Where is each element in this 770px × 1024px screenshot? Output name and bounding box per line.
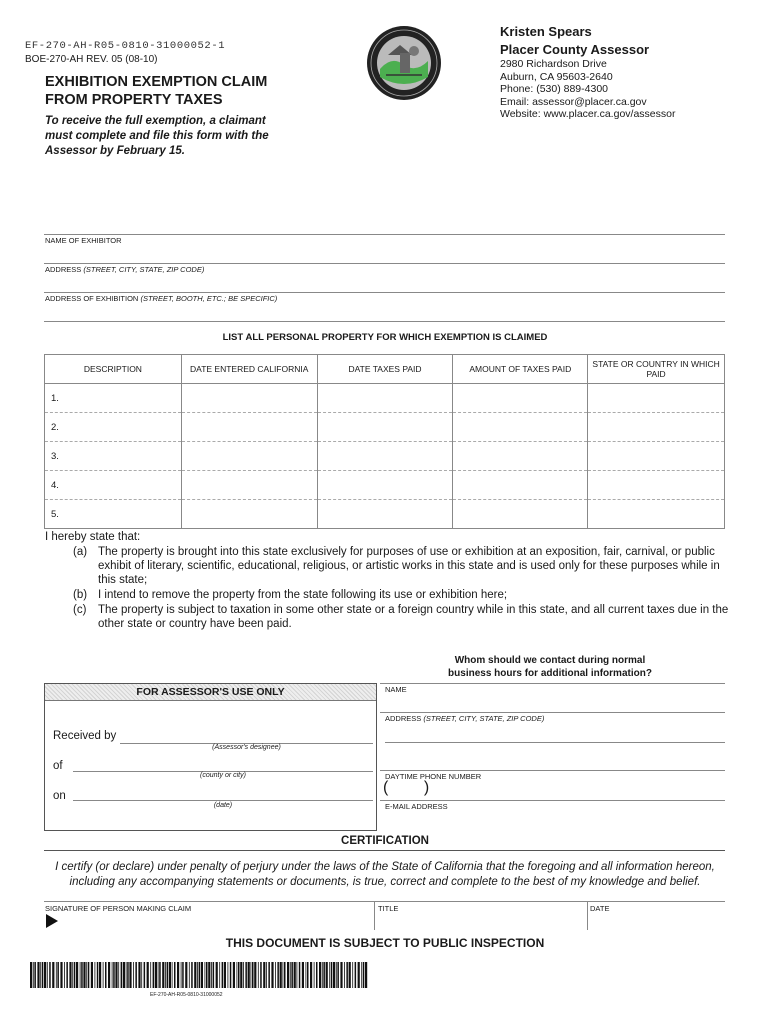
- field-rule: [380, 770, 725, 771]
- of-label: of: [53, 760, 63, 772]
- field-rule: [385, 742, 725, 743]
- signature-field[interactable]: [44, 902, 375, 930]
- county-seal-icon: [366, 25, 442, 101]
- table-row: [45, 442, 725, 471]
- address-hint: (STREET, CITY, STATE, ZIP CODE): [83, 265, 205, 274]
- assessor-office: Placer County Assessor: [500, 42, 650, 57]
- contact-address-hint: (STREET, CITY, STATE, ZIP CODE): [423, 714, 545, 723]
- form-title-line2: FROM PROPERTY TAXES: [45, 92, 223, 108]
- table-cell[interactable]: [588, 500, 725, 529]
- certification-title: CERTIFICATION: [341, 835, 429, 847]
- table-cell[interactable]: [453, 442, 588, 471]
- assessor-website[interactable]: Website: www.placer.ca.gov/assessor: [500, 108, 676, 120]
- assessor-use-box: [44, 683, 377, 831]
- assessor-contact: [500, 58, 675, 121]
- assessor-use-heading: FOR ASSESSOR'S USE ONLY: [45, 684, 376, 701]
- statement-text: I intend to remove the property from the state following its use or exhibition here;: [98, 589, 508, 601]
- contact-phone-field[interactable]: DAYTIME PHONE NUMBER: [385, 772, 482, 781]
- table-cell[interactable]: [588, 413, 725, 442]
- column-header: AMOUNT OF TAXES PAID: [453, 355, 588, 384]
- date-hint: (date): [213, 802, 233, 809]
- statement-item: [73, 603, 735, 631]
- title-label: TITLE: [378, 904, 399, 913]
- table-cell[interactable]: [453, 500, 588, 529]
- designee-hint: (Assessor's designee): [212, 744, 281, 751]
- form-instructions: To receive the full exemption, a claimant must complete and file this form with the Assessor by February 15.: [45, 115, 269, 157]
- form-title-line1: EXHIBITION EXEMPTION CLAIM: [45, 74, 268, 90]
- table-row: [45, 413, 725, 442]
- field-rule: [380, 800, 725, 801]
- table-cell[interactable]: [588, 384, 725, 413]
- row-number[interactable]: 5.: [45, 500, 182, 529]
- contact-heading-line1: Whom should we contact during normal: [454, 655, 646, 666]
- table-cell[interactable]: [453, 471, 588, 500]
- table-cell[interactable]: [588, 471, 725, 500]
- certification-rule: [44, 850, 725, 851]
- barcode-icon: [30, 962, 368, 988]
- county-hint: (county or city): [200, 772, 246, 779]
- property-table-title: LIST ALL PERSONAL PROPERTY FOR WHICH EXEMPTION IS CLAIMED: [222, 332, 548, 343]
- table-row: [45, 471, 725, 500]
- statement-section: [45, 530, 735, 631]
- statement-mark: (c): [73, 604, 87, 616]
- signature-row: [44, 901, 725, 930]
- date-label: DATE: [590, 904, 610, 913]
- field-rule: [44, 321, 725, 322]
- table-cell[interactable]: [181, 471, 317, 500]
- date-line[interactable]: [73, 800, 373, 801]
- signature-label: SIGNATURE OF PERSON MAKING CLAIM: [45, 904, 192, 913]
- sign-here-arrow-icon: [46, 914, 58, 928]
- field-rule: [380, 683, 725, 684]
- barcode-text: EF-270-AH-R05-0810-31000052: [150, 992, 223, 998]
- property-table: [44, 354, 725, 529]
- table-cell[interactable]: [317, 500, 453, 529]
- table-cell[interactable]: [317, 471, 453, 500]
- field-rule: [380, 712, 725, 713]
- certification-text: I certify (or declare) under penalty of perjury under the laws of the State of California that the foregoing and all information hereon, including any accompanying statements or documents, is true, correct and complete to the best of my knowledge and belief.: [55, 861, 715, 888]
- date-field[interactable]: [587, 902, 725, 930]
- row-number[interactable]: 2.: [45, 413, 182, 442]
- contact-heading-line2: business hours for additional information?: [448, 668, 652, 679]
- statement-item: [73, 545, 735, 587]
- row-number[interactable]: 4.: [45, 471, 182, 500]
- table-cell[interactable]: [317, 413, 453, 442]
- table-cell[interactable]: [317, 442, 453, 471]
- statement-mark: (a): [73, 546, 88, 558]
- contact-name-field[interactable]: NAME: [385, 685, 407, 694]
- table-cell[interactable]: [181, 413, 317, 442]
- field-rule: [44, 234, 725, 235]
- contact-heading: [400, 654, 700, 680]
- form-code: EF-270-AH-R05-0810-31000052-1: [25, 40, 226, 52]
- statement-text: The property is brought into this state exclusively for purposes of use or exhibition at an exposition, fair, carnival, or public exhibit of literary, scientific, educational, religious, or artistic works in this state and is used only for these purposes while in this state;: [98, 546, 720, 586]
- statement-intro: I hereby state that:: [45, 531, 141, 543]
- exhibitor-name-field[interactable]: NAME OF EXHIBITOR: [45, 236, 122, 245]
- exhibition-hint: (STREET, BOOTH, ETC.; BE SPECIFIC): [140, 294, 278, 303]
- exhibition-address-field[interactable]: [45, 294, 277, 303]
- assessor-heading: [500, 23, 649, 59]
- row-number[interactable]: 1.: [45, 384, 182, 413]
- table-row: [45, 500, 725, 529]
- table-cell[interactable]: [181, 384, 317, 413]
- received-by-label: Received by: [53, 730, 117, 742]
- exhibition-label: ADDRESS OF EXHIBITION: [45, 294, 139, 303]
- table-cell[interactable]: [588, 442, 725, 471]
- statement-item: [73, 588, 735, 602]
- statement-mark: (b): [73, 589, 88, 601]
- table-cell[interactable]: [453, 413, 588, 442]
- statement-text: The property is subject to taxation in some other state or a foreign country while in this state, and all current taxes due in the other state or country have been paid.: [98, 604, 729, 630]
- on-label: on: [53, 790, 66, 802]
- field-rule: [44, 263, 725, 264]
- column-header: DESCRIPTION: [45, 355, 182, 384]
- title-field[interactable]: [374, 902, 588, 930]
- table-cell[interactable]: [453, 384, 588, 413]
- public-inspection-notice: THIS DOCUMENT IS SUBJECT TO PUBLIC INSPECTION: [225, 936, 545, 950]
- form-title: [45, 73, 345, 109]
- row-number[interactable]: 3.: [45, 442, 182, 471]
- table-cell[interactable]: [317, 384, 453, 413]
- assessor-name: Kristen Spears: [500, 24, 592, 39]
- assessor-address2: Auburn, CA 95603-2640: [500, 70, 613, 83]
- column-header: DATE TAXES PAID: [317, 355, 453, 384]
- exhibitor-address-field[interactable]: [45, 265, 204, 274]
- assessor-address1: 2980 Richardson Drive: [500, 58, 607, 70]
- assessor-phone: Phone: (530) 889-4300: [500, 83, 608, 95]
- table-cell[interactable]: [181, 500, 317, 529]
- field-rule: [44, 292, 725, 293]
- form-revision: BOE-270-AH REV. 05 (08-10): [25, 54, 158, 65]
- column-header: DATE ENTERED CALIFORNIA: [181, 355, 317, 384]
- assessor-email[interactable]: Email: assessor@placer.ca.gov: [500, 95, 647, 108]
- table-row: [45, 384, 725, 413]
- table-cell[interactable]: [181, 442, 317, 471]
- contact-email-field[interactable]: E-MAIL ADDRESS: [385, 802, 448, 811]
- contact-address-label: ADDRESS: [385, 714, 422, 723]
- address-label: ADDRESS: [45, 265, 82, 274]
- contact-address-field[interactable]: [385, 714, 544, 723]
- phone-area-code[interactable]: ( ): [383, 779, 430, 796]
- column-header: STATE OR COUNTRY IN WHICH PAID: [588, 355, 725, 384]
